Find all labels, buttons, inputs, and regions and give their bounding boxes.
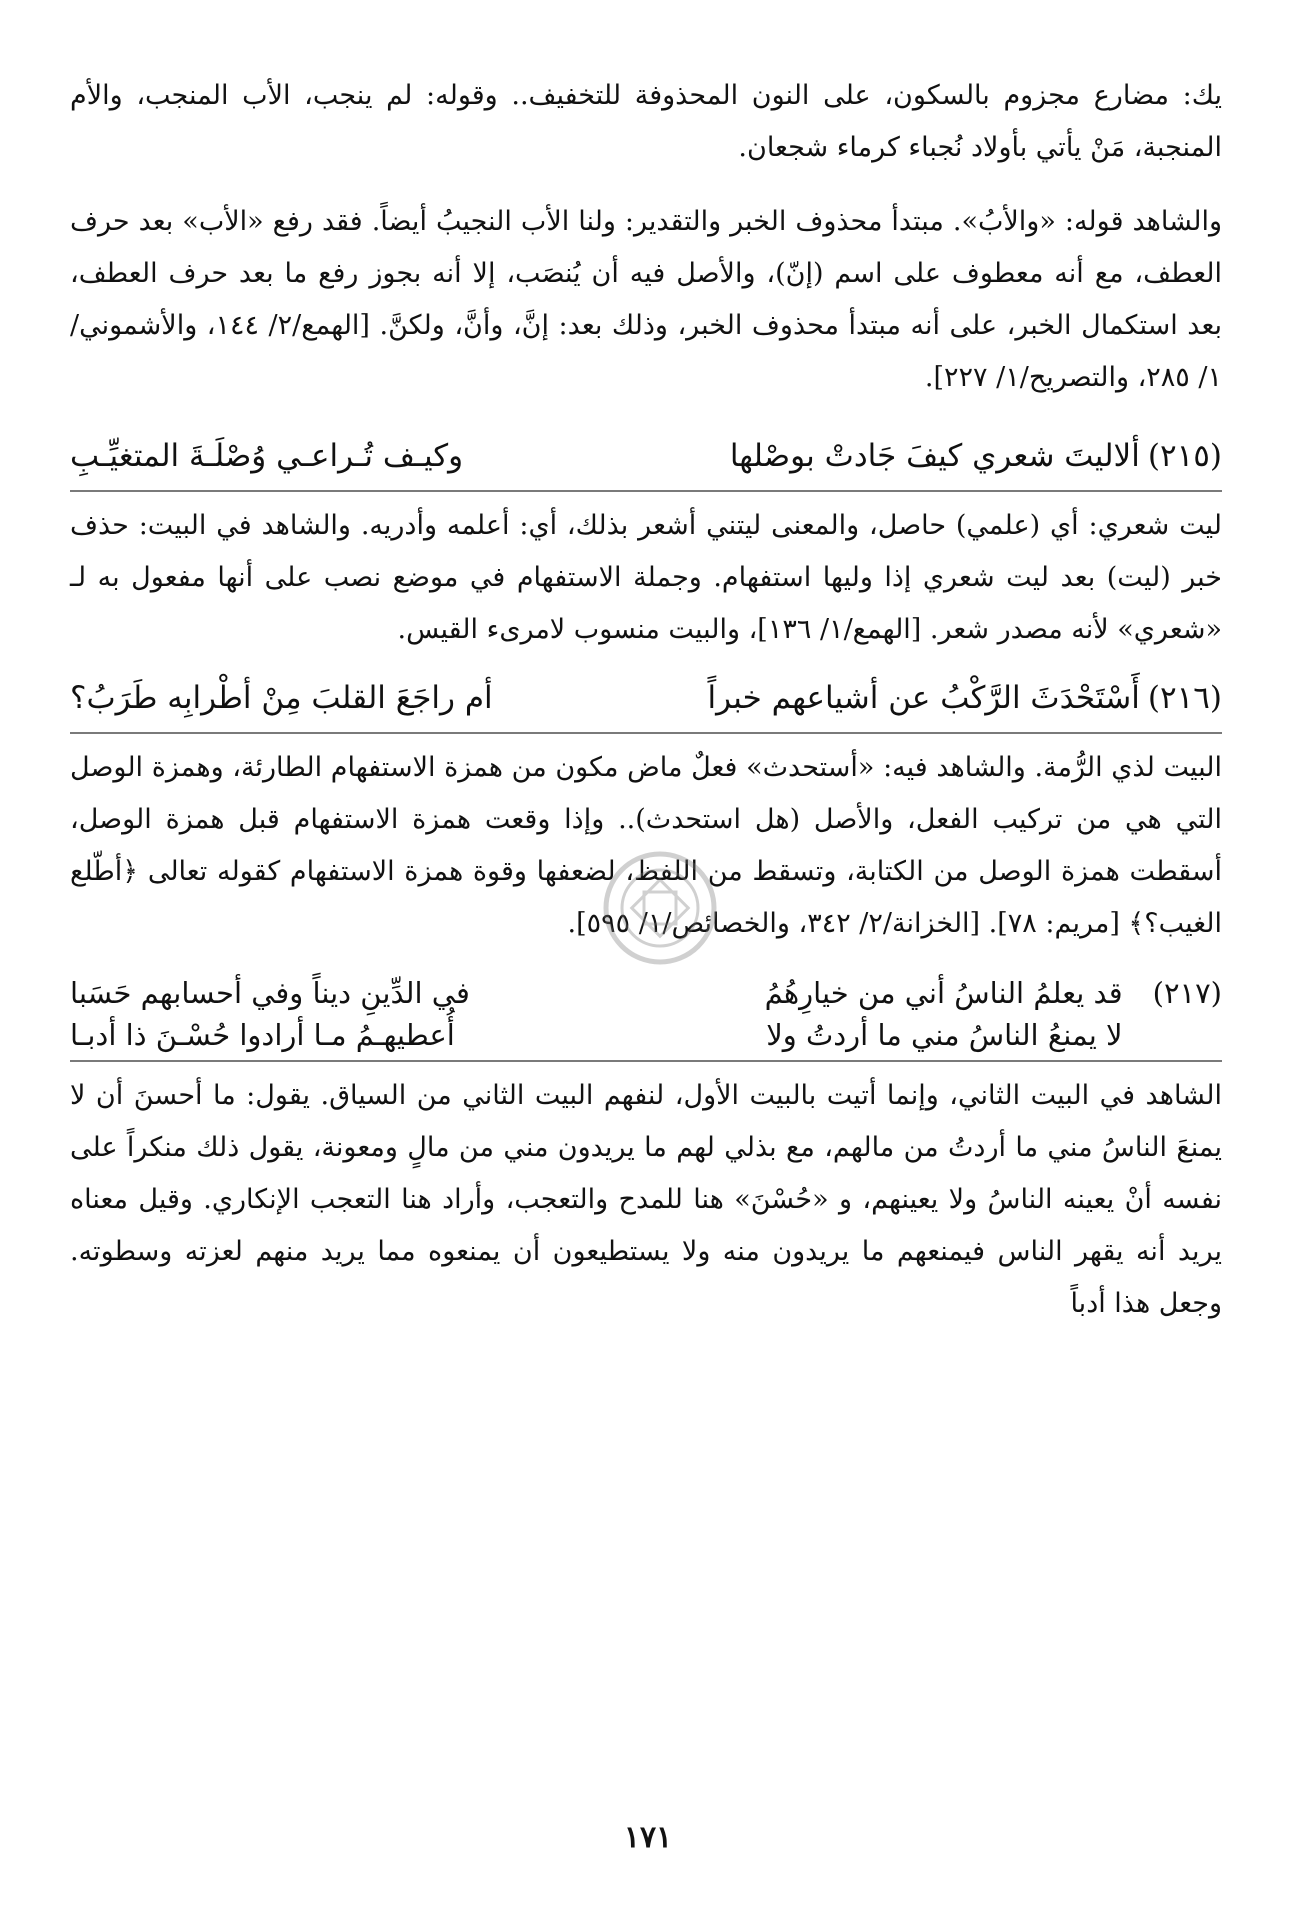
paragraph-4: البيت لذي الرُّمة. والشاهد فيه: «أستحدث» فعلٌ ماض مكون من همزة الاستفهام الطارئة، وهمزة الوصل التي هي من تركيب الفعل، والأصل (هل استحدث).. وإذا وقعت همزة الاستفهام قبل همزة الوصل، أسقطت همزة الوصل من الكتابة، وتسقط من اللفظ، لضعفها وقوة همزة الاستفهام كقوله تعالى ﴿أطّلع الغيب؟﴾ [مريم: ٧٨]. [الخزانة/٢/ ٣٤٢، والخصائص/١/ ٥٩٥]. [70, 752, 1222, 939]
verse-hemistich-2: أم راجَعَ القلبَ مِنْ أطْرابِه طَرَبُ؟ [70, 680, 493, 716]
verse-hemistich-2: وكيـف تُـراعـي وُصْلَـةَ المتغيِّـبِ [70, 438, 464, 474]
library-stamp-icon [600, 848, 720, 968]
verse-line1-hemistich-2: في الدِّينِ ديناً وفي أحسابهم حَسَبا [70, 976, 470, 1010]
verse-217 [70, 972, 1222, 1056]
verse-line1-hemistich-1: قد يعلمُ الناسُ أني من خيارِهُمُ [764, 976, 1123, 1010]
verse-line2-hemistich-2: أُعطيهـمُ مـا أرادوا حُسْـنَ ذا أدبـا [70, 1018, 455, 1052]
paragraph-3: ليت شعري: أي (علمي) حاصل، والمعنى ليتني أشعر بذلك، أي: أعلمه وأدريه. والشاهد في البيت: حذف خبر (ليت) بعد ليت شعري إذا وليها استفهام. وجملة الاستفهام في موضع نصب على أنها مفعول به لـ «شعري» لأنه مصدر شعر. [الهمع/١/ ١٣٦]، والبيت منسوب لامرىء القيس. [70, 510, 1222, 645]
verse-divider [70, 732, 1222, 734]
verse-line2-hemistich-1: لا يمنعُ الناسُ مني ما أردتُ ولا [766, 1018, 1123, 1052]
verse-215 [70, 426, 1222, 486]
paragraph-2: والشاهد قوله: «والأبُ». مبتدأ محذوف الخبر والتقدير: ولنا الأب النجيبُ أيضاً. فقد رفع «الأب» بعد حرف العطف، مع أنه معطوف على اسم (إنّ)، والأصل فيه أن يُنصَب، إلا أنه بجوز رفع ما بعد حرف العطف، بعد استكمال الخبر، على أنه مبتدأ محذوف الخبر، وذلك بعد: إنَّ، وأنَّ، ولكنَّ. [الهمع/٢/ ١٤٤، والأشموني/١/ ٢٨٥، والتصريح/١/ ٢٢٧]. [70, 206, 1222, 393]
verse-216 [70, 668, 1222, 728]
verse-hemistich-1: أَسْتَحْدَثَ الرَّكْبُ عن أشياعهم خبراً [707, 680, 1140, 716]
verse-hemistich-1: ألاليتَ شعري كيفَ جَادتْ بوصْلها [729, 438, 1140, 474]
verse-divider [70, 1060, 1222, 1062]
verse-number: (٢١٥) [1147, 438, 1222, 474]
verse-divider [70, 490, 1222, 492]
verse-number: (٢١٧) [1152, 976, 1222, 1010]
paragraph-1: يك: مضارع مجزوم بالسكون، على النون المحذوفة للتخفيف.. وقوله: لم ينجب، الأب المنجب، والأم المنجبة، مَنْ يأتي بأولاد نُجباء كرماء شجعان. [70, 80, 1222, 163]
page-number: ١٧١ [623, 1820, 673, 1855]
verse-number: (٢١٦) [1147, 680, 1222, 716]
paragraph-5: الشاهد في البيت الثاني، وإنما أتيت بالبيت الأول، لنفهم البيت الثاني من السياق. يقول: ما أحسنَ أن لا يمنعَ الناسُ مني ما أردتُ من مالهم، مع بذلي لهم ما يريدون مني من مالٍ ومعونة، يقول ذلك منكراً على نفسه أنْ يعينه الناسُ ولا يعينهم، و «حُسْنَ» هنا للمدح والتعجب، وأراد هنا التعجب الإنكاري. وقيل معناه يريد أنه يقهر الناس فيمنعهم ما يريدون منه ولا يستطيعون أن يمنعوه مما يريد منهم لعزته وسطوته. وجعل هذا أدباً [70, 1080, 1222, 1319]
